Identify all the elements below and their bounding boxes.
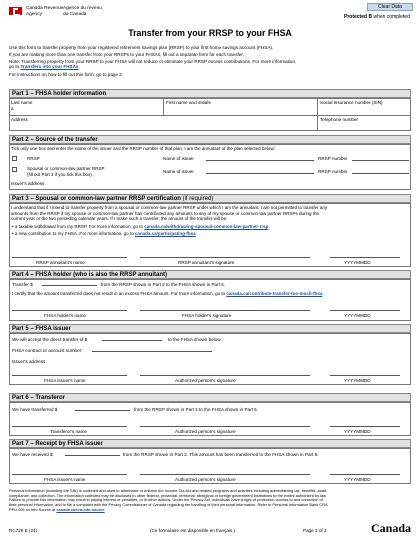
fhsa-issuer-date-field[interactable] bbox=[330, 370, 400, 376]
fhsa-issuer-signature-field-p7[interactable] bbox=[140, 469, 310, 475]
fhsa-issuer-name-field[interactable] bbox=[12, 370, 127, 376]
fhsa-holder-date-label: YYYYMMDD bbox=[344, 313, 371, 318]
last-name-field[interactable]: a bbox=[11, 106, 14, 111]
transferred-amount-field[interactable] bbox=[75, 405, 130, 411]
part7-heading: Part 7 – Receipt by FHSA issuer bbox=[9, 439, 411, 448]
transfer-text: from the RRSP shown in Part 2 to the FHSA shown in Part 5. bbox=[101, 282, 226, 287]
transferor-signature-label: Authorized person's signature bbox=[175, 429, 236, 434]
transferor-signature-field[interactable] bbox=[140, 421, 310, 427]
fhsa-issuer-signature-label: Authorized person's signature bbox=[175, 378, 236, 383]
part2-instruction: Tick only one box and enter the name of the issuer and the RRSP number of that plan. I am the annuitant of the plan selected below: bbox=[11, 146, 275, 151]
accept-transfer-text: to the FHSA shown below. bbox=[168, 337, 222, 342]
rrsp-number-field-1[interactable] bbox=[352, 155, 409, 161]
fhsa-issuer-date-label: YYYYMMDD bbox=[344, 378, 371, 383]
agency-name-fr: Agence du revenu du Canada bbox=[63, 6, 102, 17]
received-text: from the RRSP shown in Part 2. This amount has been transferred to the FHSA shown in Part 5. bbox=[123, 452, 319, 457]
issuer-name-field-1[interactable] bbox=[206, 155, 314, 161]
form-id: RC720 E (24) bbox=[9, 528, 38, 533]
part3-bullet-1: • a taxable withdrawal from my RRSP. For more information, go to canada.ca/withdrawing-spousal-common-law-partner-rrsp. bbox=[12, 224, 270, 229]
fhsa-holder-date-field[interactable] bbox=[330, 305, 400, 311]
rrsp-number-label-2: RRSP number bbox=[318, 169, 348, 174]
part2-heading: Part 2 – Source of the transfer bbox=[9, 135, 411, 144]
accept-amount-field[interactable] bbox=[102, 335, 162, 341]
transferor-name-field[interactable] bbox=[12, 421, 127, 427]
transfer-amount-field[interactable] bbox=[42, 280, 97, 286]
fhsa-issuer-name-label-p7: FHSA issuer's name bbox=[44, 477, 86, 482]
transferred-label: We have transferred $ bbox=[12, 407, 58, 412]
part3-text: I understand that if I intend to transfer property from a spousal or common-law partner RRSP under which I am the annuitant, I am not permitted to transfer any amounts from the RRSP if my spouse or common-law partner has contributed any amounts to any of my spouse or common-law partner RRSPs during the current year or the two preceding calendar years. If I make such a transfer, the amount of the transfer will be: bbox=[11, 205, 328, 222]
annuitant-name-field[interactable] bbox=[12, 252, 127, 258]
sin-field[interactable] bbox=[320, 106, 408, 114]
certify-text: I certify that the amount transferred does not result in an excess FHSA amount. For more information, go to canada.ca/contribute-transfer-too-much-fhsa. bbox=[12, 291, 324, 296]
clear-data-button[interactable]: Clear Data bbox=[367, 3, 413, 11]
telephone-label: Telephone number bbox=[320, 117, 359, 122]
canada-flag-icon bbox=[9, 7, 22, 15]
rrsp-option-label: RRSP bbox=[27, 156, 40, 161]
protected-label: Protected B when completed bbox=[344, 14, 410, 20]
transferor-name-label: Transferor's name bbox=[50, 429, 87, 434]
participating-fhsa-link[interactable]: canada.ca/participating-fhsa bbox=[134, 231, 196, 236]
fhsa-issuer-address-label: Issuer's address bbox=[12, 359, 46, 364]
fhsa-holder-signature-label: FHSA holder's signature bbox=[182, 313, 232, 318]
transferor-date-field[interactable] bbox=[330, 421, 400, 427]
sin-label: Social insurance number (SIN) bbox=[320, 100, 383, 105]
annuitant-signature-label: RRSP annuitant's signature bbox=[178, 260, 235, 265]
transfer-amount-label: Transfer $ bbox=[12, 282, 33, 287]
address-label: Address bbox=[11, 117, 28, 122]
last-name-label: Last name bbox=[11, 100, 33, 105]
part3-heading: Part 3 – Spousal or common-law partner RRSP certification (if required) bbox=[9, 194, 411, 203]
accept-transfer-label: We will accept the direct transfer of $ bbox=[12, 337, 88, 342]
part6-heading: Part 6 – Transferor bbox=[9, 393, 411, 402]
privacy-statement: Personal information (including the SIN) is collected and used to administer or enforce the Income Tax Act and related programs and activities including administering tax, benefits, audit, compliance, and collection. The information collected may be disclosed to other federal, provincial, territorial, aboriginal or foreign government institutions to the extent authorized by law. Failure to provide this information may result in paying interest or penalties, or in other actions. Under the Privacy Act, individuals have a right of protection, access to and correction of their personal information, and to file a complaint with the Privacy Commissioner of Canada regarding the handling of their personal information. Refer to Personal Information Bank CRA PPU 005 on Info Source at canada.ca/cra-info-source. bbox=[9, 488, 328, 512]
part1-heading: Part 1 – FHSA holder information bbox=[9, 89, 411, 98]
address-field[interactable] bbox=[11, 123, 314, 130]
annuitant-name-label: RRSP annuitant's name bbox=[36, 260, 85, 265]
annuitant-signature-field[interactable] bbox=[140, 252, 310, 258]
french-availability: (Ce formulaire est disponible en français.) bbox=[150, 528, 236, 533]
rrsp-number-label-1: RRSP number bbox=[318, 156, 348, 161]
first-name-label: First name and initials bbox=[166, 100, 211, 105]
rrsp-number-field-2[interactable] bbox=[352, 168, 409, 174]
spousal-withdrawal-link[interactable]: canada.ca/withdrawing-spousal-common-law-partner-rrsp bbox=[144, 224, 269, 229]
intro-text: Use this form to transfer property from your registered retirement savings plan (RRSP) to your first home savings account (FHSA). If you are making more than one transfer from your RRSPs to your FHSAs, fill out a separate form for each transfer. Note: Transferring property from your RRSP to your FHSA will not reduce or eliminate your RRSP excess contributions. For more information, go to Transfers into your FHSAs. For instructions on how to fill out this form, go to page 2. bbox=[9, 45, 297, 77]
part4-heading: Part 4 – FHSA holder (who is also the RRSP annuitant) bbox=[9, 270, 411, 279]
issuer-name-label-2: Name of issuer bbox=[163, 169, 194, 174]
fhsa-issuer-signature-field[interactable] bbox=[140, 370, 310, 376]
spousal-rrsp-checkbox[interactable] bbox=[12, 167, 17, 172]
fhsa-holder-name-field[interactable] bbox=[12, 305, 127, 311]
page-title: Transfer from your RRSP to your FHSA bbox=[128, 28, 292, 38]
received-label: We have received $ bbox=[12, 452, 53, 457]
canada-wordmark: Canada bbox=[370, 521, 411, 535]
agency-name-en: Canada Revenue Agency bbox=[26, 6, 64, 17]
issuer-name-field-2[interactable] bbox=[206, 168, 314, 174]
part5-heading: Part 5 – FHSA issuer bbox=[9, 324, 411, 333]
spousal-option-label: Spousal or common-law partner RRSP (fill out Part 3 if you tick this box) bbox=[27, 166, 105, 177]
transfers-link[interactable]: Transfers into your FHSAs bbox=[20, 64, 79, 70]
info-source-link[interactable]: canada.ca/cra-info-source bbox=[56, 506, 105, 512]
fhsa-issuer-date-label-p7: YYYYMMDD bbox=[344, 477, 371, 482]
contract-number-label: FHSA contract or account number: bbox=[12, 348, 83, 353]
page-number: Page 1 of 2 bbox=[303, 528, 327, 533]
transferor-date-label: YYYYMMDD bbox=[344, 429, 371, 434]
contract-number-field[interactable] bbox=[92, 346, 212, 352]
received-amount-field[interactable] bbox=[65, 450, 120, 456]
fhsa-holder-signature-field[interactable] bbox=[140, 305, 310, 311]
contribute-transfer-link[interactable]: canada.ca/contribute-transfer-too-much-fhsa bbox=[226, 291, 323, 296]
rrsp-checkbox[interactable] bbox=[12, 156, 17, 161]
first-name-field[interactable] bbox=[166, 106, 314, 114]
part3-bullet-2: • a new contribution to my FHSA. For more information, go to canada.ca/participating-fhsa. bbox=[12, 231, 197, 236]
fhsa-issuer-name-field-p7[interactable] bbox=[12, 469, 127, 475]
telephone-field[interactable] bbox=[320, 123, 408, 130]
annuitant-date-field[interactable] bbox=[330, 252, 400, 258]
fhsa-issuer-signature-label-p7: Authorized person's signature bbox=[175, 477, 236, 482]
issuer-address-label: Issuer's address bbox=[11, 181, 45, 186]
fhsa-holder-name-label: FHSA holder's name bbox=[44, 313, 86, 318]
issuer-name-label-1: Name of issuer bbox=[163, 156, 194, 161]
fhsa-issuer-name-label: FHSA issuer's name bbox=[44, 378, 86, 383]
annuitant-date-label: YYYYMMDD bbox=[344, 260, 371, 265]
fhsa-issuer-date-field-p7[interactable] bbox=[330, 469, 400, 475]
transferred-text: from the RRSP shown in Part 2 to the FHSA shown in Part 5. bbox=[134, 407, 259, 412]
